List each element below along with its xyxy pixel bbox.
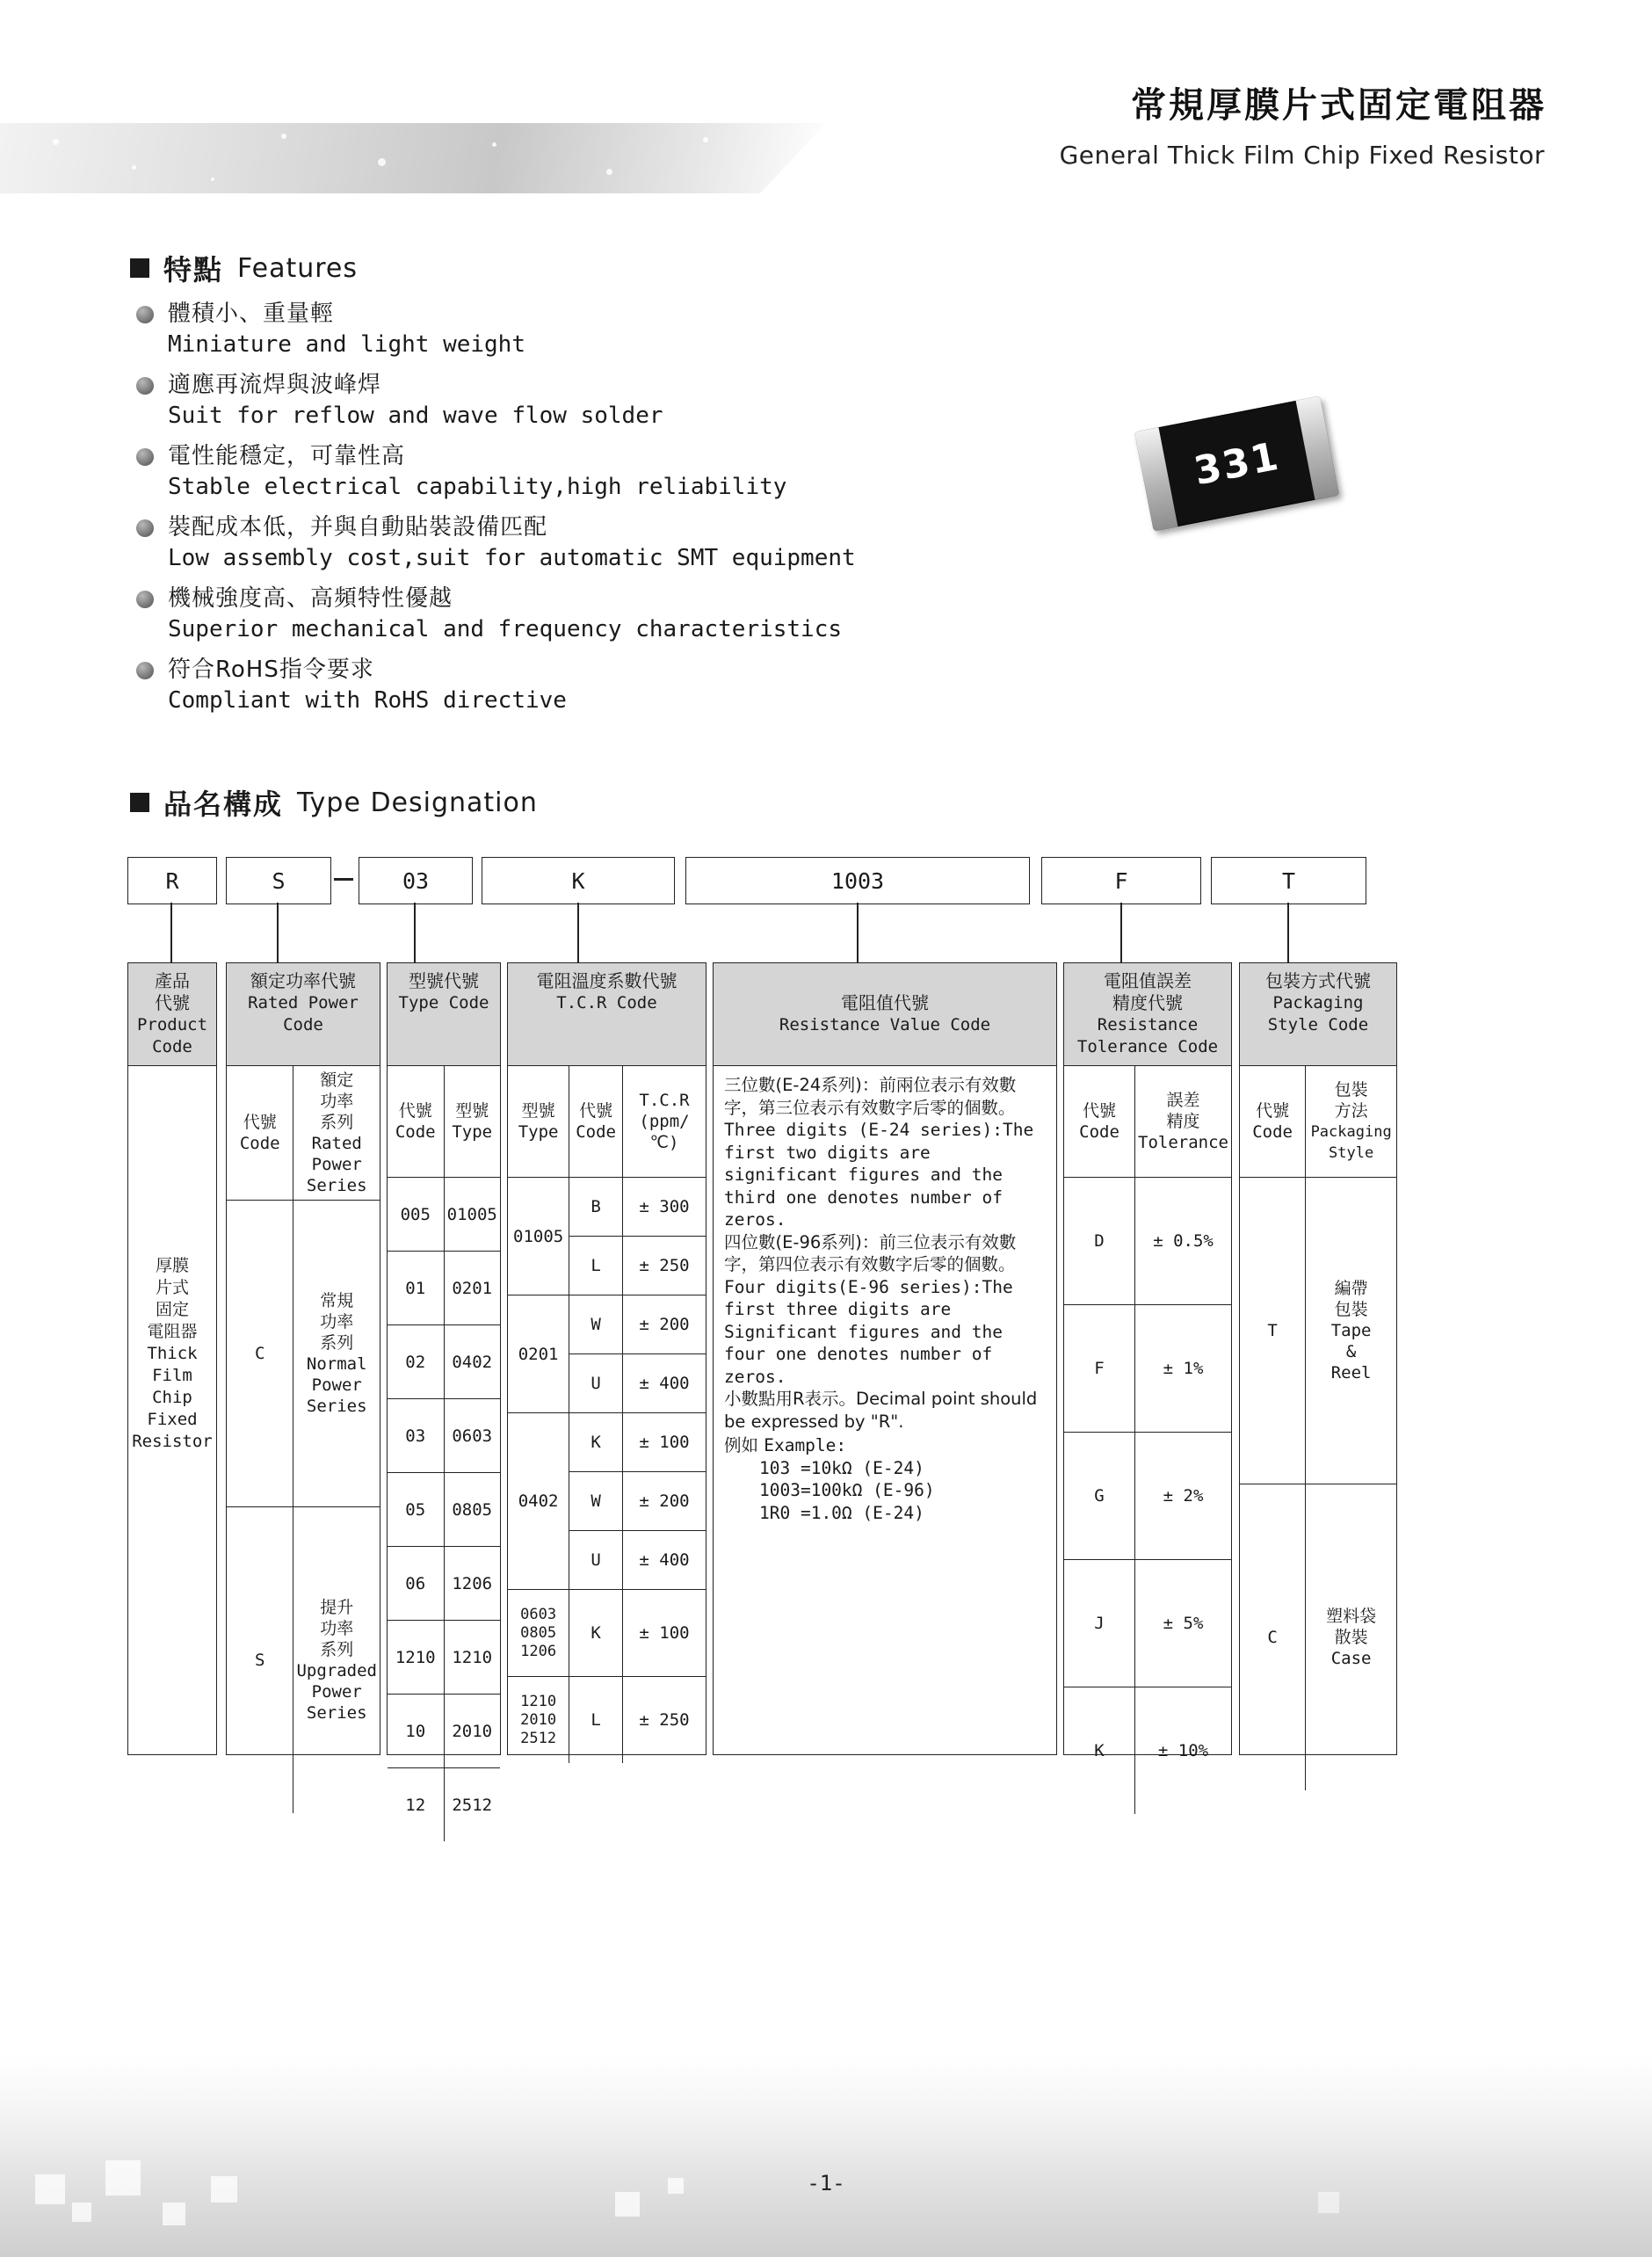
packaging-en-3: Reel (1330, 1363, 1372, 1383)
section-marker-square (130, 793, 149, 812)
packaging-table (1240, 1066, 1396, 1790)
panel-resistance-value-header (714, 963, 1056, 1066)
panel-head-zh: 型號代號 (409, 970, 479, 991)
rv-example-label (724, 1434, 1047, 1457)
tcr-table (508, 1066, 706, 1763)
product-zh-4: 電阻器 (147, 1322, 198, 1341)
feature-text-en: Compliant with RoHS directive (168, 687, 567, 714)
packaging-col1-header (1240, 1066, 1306, 1178)
rated-power-code-s: S (227, 1507, 293, 1814)
type-code-code: 03 (388, 1399, 444, 1473)
feature-text-en: Superior mechanical and frequency characteristics (168, 616, 843, 642)
table-row (388, 1621, 500, 1695)
tcr-type-line: 1206 (520, 1642, 557, 1660)
type-code-code: 1210 (388, 1621, 444, 1695)
packaging-code-c: C (1240, 1484, 1306, 1791)
tolerance-col2-header (1135, 1066, 1231, 1178)
panel-tcr-header (508, 963, 706, 1066)
series-zh-2: 功率 (320, 1619, 354, 1638)
list-item (136, 441, 856, 503)
panel-head-en: T.C.R Code (556, 993, 657, 1012)
features-section-title (130, 248, 358, 288)
product-zh-3: 固定 (155, 1300, 189, 1319)
table-header-row (1064, 1066, 1231, 1178)
tolerance-table (1064, 1066, 1231, 1814)
code-box-rated-power: S (226, 857, 331, 904)
tcr-code: K (569, 1413, 623, 1472)
tolerance-code: G (1064, 1433, 1135, 1560)
packaging-zh-1: 塑料袋 (1326, 1607, 1377, 1626)
product-en-1: Thick (147, 1344, 198, 1363)
rated-power-series-s (293, 1507, 380, 1814)
col-head-en: Code (1252, 1122, 1293, 1142)
col-head-zh-1: 誤差 (1166, 1091, 1200, 1110)
tcr-value: ± 200 (623, 1472, 706, 1531)
col-head-zh-2: 精度 (1166, 1112, 1200, 1131)
bullet-icon (136, 306, 154, 323)
panel-head-en-1: Packaging (1272, 993, 1364, 1012)
features-list (136, 299, 856, 726)
feature-text-zh: 適應再流焊與波峰焊 (168, 372, 382, 398)
table-row (388, 1325, 500, 1399)
tcr-value: ± 400 (623, 1531, 706, 1590)
tolerance-value: ± 10% (1135, 1687, 1231, 1815)
type-code-type: 2010 (444, 1695, 500, 1768)
panel-head-zh: 電阻溫度系數代號 (536, 970, 677, 991)
col-head-zh-3: 系列 (320, 1113, 354, 1132)
col-head-en-1: Rated (311, 1134, 362, 1153)
product-en-4: Fixed (147, 1410, 198, 1429)
tcr-type-line: 0805 (520, 1623, 557, 1642)
table-row (388, 1473, 500, 1547)
header-decorative-band (0, 123, 826, 193)
table-row (388, 1399, 500, 1473)
feature-text-zh: 裝配成本低，并與自動貼裝設備匹配 (168, 514, 548, 541)
rv-example-1: 103 =10kΩ (E-24) (759, 1457, 924, 1478)
separator-dash (334, 878, 353, 881)
col-head-zh: 代號 (579, 1101, 613, 1121)
feature-text-en: Miniature and light weight (168, 331, 525, 358)
series-en-3: Series (306, 1397, 367, 1416)
rated-power-col1-header (227, 1066, 293, 1201)
col-head-zh: 代號 (398, 1101, 432, 1121)
bullet-icon (136, 377, 154, 395)
tcr-type-group-1210-2010-2512 (508, 1677, 569, 1764)
panel-head-en-line2: Code (283, 1015, 323, 1034)
col-head-en: Code (576, 1122, 616, 1142)
table-row (388, 1178, 500, 1252)
table-row (1240, 1178, 1396, 1484)
type-code-type: 0805 (444, 1473, 500, 1547)
type-code-type: 1210 (444, 1621, 500, 1695)
table-row (508, 1178, 706, 1237)
section-marker-square (130, 258, 149, 278)
tcr-value: ± 100 (623, 1413, 706, 1472)
type-code-code: 005 (388, 1178, 444, 1252)
type-designation-title-en: Type Designation (297, 787, 538, 818)
series-zh-2: 功率 (320, 1312, 354, 1332)
type-designation-title-zh: 品名構成 (163, 787, 284, 821)
feature-text-zh: 電性能穩定，可靠性高 (168, 443, 406, 469)
col-head-en: Code (239, 1134, 280, 1153)
col-head-en: Type (518, 1122, 559, 1142)
tcr-type-0201: 0201 (508, 1295, 569, 1413)
table-row (1064, 1305, 1231, 1433)
connector-line (1120, 903, 1122, 962)
tolerance-value: ± 2% (1135, 1433, 1231, 1560)
panel-packaging-style-code (1239, 962, 1397, 1755)
header-band-dots (0, 123, 826, 193)
connector-line (1287, 903, 1289, 962)
bullet-icon (136, 519, 154, 537)
table-row (508, 1590, 706, 1677)
page-title-zh: 常規厚膜片式固定電阻器 (1131, 85, 1547, 126)
type-code-code: 02 (388, 1325, 444, 1399)
list-item (136, 299, 856, 360)
panel-product-code-header (128, 963, 216, 1066)
rated-power-table (227, 1066, 380, 1813)
table-row (1064, 1178, 1231, 1305)
tcr-code: W (569, 1295, 623, 1354)
col-head-zh: 型號 (455, 1101, 489, 1121)
code-box-tcr: K (482, 857, 675, 904)
panel-type-code-header (388, 963, 500, 1066)
tcr-value: ± 300 (623, 1178, 706, 1237)
panel-rated-power-code (226, 962, 380, 1755)
packaging-en-2: & (1345, 1342, 1357, 1361)
panel-product-code-body (128, 1066, 216, 1453)
panel-head-zh-line2: 代號 (155, 992, 190, 1013)
table-row (227, 1201, 380, 1507)
product-en-2: Film (152, 1366, 192, 1385)
resistance-value-body (714, 1066, 1056, 1524)
col-head-unit: (ppm/℃) (639, 1112, 690, 1152)
feature-text-zh: 機械強度高、高頻特性優越 (168, 585, 453, 612)
rv-example-label-en: Example: (764, 1435, 847, 1455)
code-boxes-row (127, 857, 1533, 903)
bullet-icon (136, 591, 154, 608)
col-head-zh-1: 額定 (320, 1070, 354, 1090)
tcr-col2-header (569, 1066, 623, 1178)
series-en-3: Series (306, 1703, 367, 1723)
feature-text-en: Low assembly cost,suit for automatic SMT equipment (168, 545, 856, 571)
page-title-en: General Thick Film Chip Fixed Resistor (1059, 141, 1545, 170)
list-item (136, 655, 856, 716)
tcr-type-01005: 01005 (508, 1178, 569, 1295)
col-head-en: Code (1079, 1122, 1119, 1142)
tcr-value: ± 250 (623, 1237, 706, 1295)
col-head-en-2: Power (311, 1155, 362, 1174)
panel-head-zh: 電阻值代號 (841, 992, 929, 1013)
packaging-zh-2: 散裝 (1334, 1628, 1368, 1647)
col-head-zh-2: 方法 (1334, 1101, 1368, 1121)
tolerance-value: ± 1% (1135, 1305, 1231, 1433)
table-row (508, 1295, 706, 1354)
type-code-type: 0402 (444, 1325, 500, 1399)
type-code-col1-header (388, 1066, 444, 1178)
product-en-5: Resistor (132, 1432, 213, 1451)
tcr-type-line: 2010 (520, 1710, 557, 1729)
tolerance-code: F (1064, 1305, 1135, 1433)
tcr-code: L (569, 1677, 623, 1764)
type-code-type: 0603 (444, 1399, 500, 1473)
chip-marking-text: 331 (1190, 433, 1284, 494)
tcr-code: K (569, 1590, 623, 1677)
col-head-en-3: Series (306, 1176, 367, 1195)
series-en-1: Upgraded (296, 1661, 377, 1680)
tcr-code: W (569, 1472, 623, 1531)
rated-power-code-c: C (227, 1201, 293, 1507)
type-code-table (388, 1066, 500, 1841)
packaging-code-t: T (1240, 1178, 1306, 1484)
panel-product-code (127, 962, 217, 1755)
rv-example-label-zh: 例如 (724, 1435, 759, 1455)
panel-head-zh: 包裝方式代號 (1265, 970, 1371, 991)
features-title-zh: 特點 (163, 253, 224, 287)
list-item (136, 370, 856, 432)
panel-head-en-1: Resistance (1097, 1015, 1199, 1034)
tcr-col3-header (623, 1066, 706, 1178)
panel-head-en: Type Code (398, 993, 489, 1012)
panel-head-en-line1: Rated Power (248, 993, 359, 1012)
rv-example-2: 1003=100kΩ (E-96) (759, 1480, 935, 1500)
connector-line (170, 903, 172, 962)
table-header-row (508, 1066, 706, 1178)
packaging-en-1: Case (1330, 1649, 1372, 1668)
table-row (388, 1252, 500, 1325)
page-footer (0, 2055, 1652, 2257)
col-head-zh: 代號 (243, 1113, 277, 1132)
connector-line (414, 903, 416, 962)
type-code-type: 01005 (444, 1178, 500, 1252)
tcr-code: B (569, 1178, 623, 1237)
packaging-style-t (1306, 1178, 1396, 1484)
code-box-product: R (127, 857, 217, 904)
table-header-row (1240, 1066, 1396, 1178)
series-zh-1: 提升 (320, 1598, 354, 1617)
tolerance-code: K (1064, 1687, 1135, 1815)
series-zh-3: 系列 (320, 1333, 354, 1353)
table-row (1064, 1687, 1231, 1815)
packaging-en-1: Tape (1330, 1321, 1372, 1340)
panel-type-code (387, 962, 501, 1815)
table-row (508, 1677, 706, 1764)
col-head-en: Tolerance (1138, 1133, 1228, 1152)
tcr-value: ± 250 (623, 1677, 706, 1764)
packaging-col2-header (1306, 1066, 1396, 1178)
series-en-2: Power (311, 1682, 362, 1702)
col-head-en: Type (452, 1122, 493, 1142)
panel-head-en-2: Tolerance Code (1076, 1037, 1219, 1056)
series-zh-1: 常規 (320, 1291, 354, 1310)
panel-head-en: Resistance Value Code (779, 1015, 991, 1034)
packaging-zh-2: 包裝 (1334, 1300, 1368, 1319)
packaging-style-c (1306, 1484, 1396, 1791)
list-item (136, 512, 856, 574)
table-row (1064, 1433, 1231, 1560)
type-code-type: 1206 (444, 1547, 500, 1621)
bullet-icon (136, 448, 154, 466)
panel-head-zh-line1: 產品 (155, 970, 190, 991)
tcr-value: ± 100 (623, 1590, 706, 1677)
series-zh-3: 系列 (320, 1640, 354, 1659)
tcr-code: U (569, 1531, 623, 1590)
connector-line (277, 903, 279, 962)
code-box-resistance-value: 1003 (685, 857, 1030, 904)
tcr-type-line: 1210 (520, 1692, 557, 1710)
panel-tolerance-header (1064, 963, 1231, 1066)
tolerance-col1-header (1064, 1066, 1135, 1178)
table-row (1064, 1560, 1231, 1687)
type-code-code: 12 (388, 1768, 444, 1842)
table-row (388, 1547, 500, 1621)
col-head-zh-1: 包裝 (1334, 1080, 1368, 1099)
connector-line (577, 903, 579, 962)
col-head-en: Packaging Style (1310, 1123, 1392, 1162)
table-row (388, 1695, 500, 1768)
features-title-en: Features (237, 252, 359, 284)
tolerance-value: ± 0.5% (1135, 1178, 1231, 1305)
col-head-label: T.C.R (639, 1091, 690, 1110)
tcr-value: ± 400 (623, 1354, 706, 1413)
type-code-code: 01 (388, 1252, 444, 1325)
series-en-1: Normal (306, 1354, 367, 1374)
type-designation-diagram (127, 857, 1533, 1815)
type-code-code: 05 (388, 1473, 444, 1547)
rated-power-col2-header (293, 1066, 380, 1201)
rv-paragraph-en-2: Four digits(E-96 series):The first three digits are Significant figures and the four one denotes number of zeros. (724, 1276, 1013, 1387)
panel-head-en-line1: Product (136, 1015, 208, 1034)
feature-text-en: Stable electrical capability,high reliability (168, 474, 787, 500)
col-head-zh: 型號 (521, 1101, 555, 1121)
tolerance-code: D (1064, 1178, 1135, 1305)
panel-tolerance-code (1063, 962, 1232, 1760)
tcr-type-line: 0603 (520, 1605, 557, 1623)
panel-tcr-code (507, 962, 706, 1755)
code-box-type: 03 (359, 857, 473, 904)
tcr-code: U (569, 1354, 623, 1413)
panel-head-zh: 額定功率代號 (250, 970, 356, 991)
page-header (0, 0, 1652, 202)
rv-paragraph-decimal: 小數點用R表示。Decimal point should be expressed by "R". (724, 1389, 1038, 1432)
table-row (227, 1507, 380, 1814)
panel-head-en-line2: Code (152, 1037, 192, 1056)
list-item (136, 584, 856, 645)
tcr-type-line: 2512 (520, 1729, 557, 1747)
panel-rated-power-header (227, 963, 380, 1066)
type-code-code: 10 (388, 1695, 444, 1768)
series-en-2: Power (311, 1375, 362, 1395)
product-zh-2: 片式 (155, 1278, 189, 1297)
table-row (1240, 1484, 1396, 1791)
panel-head-zh-1: 電阻值誤差 (1104, 970, 1192, 991)
bullet-icon (136, 662, 154, 679)
rv-paragraph-zh-1: 三位數(E-24系列)：前兩位表示有效數字，第三位表示有效數字后零的個數。 (724, 1075, 1017, 1118)
col-head-en: Code (395, 1122, 436, 1142)
product-zh-1: 厚膜 (155, 1256, 189, 1275)
table-header-row (388, 1066, 500, 1178)
code-box-packaging: T (1211, 857, 1366, 904)
chip-resistor-image (1134, 396, 1339, 532)
type-designation-section-title (130, 782, 538, 823)
panel-head-en-2: Style Code (1267, 1015, 1369, 1034)
col-head-zh: 代號 (1083, 1101, 1117, 1121)
type-code-type: 0201 (444, 1252, 500, 1325)
type-code-col2-header (444, 1066, 500, 1178)
tcr-value: ± 200 (623, 1295, 706, 1354)
tcr-type-0402: 0402 (508, 1413, 569, 1590)
tcr-code: L (569, 1237, 623, 1295)
col-head-zh: 代號 (1256, 1101, 1290, 1121)
tolerance-code: J (1064, 1560, 1135, 1687)
panel-packaging-header (1240, 963, 1396, 1066)
connector-line (857, 903, 859, 962)
rated-power-series-c (293, 1201, 380, 1507)
page-number: -1- (807, 2171, 845, 2195)
tcr-type-group-0603-0805-1206 (508, 1590, 569, 1677)
type-code-code: 06 (388, 1547, 444, 1621)
tcr-col1-header (508, 1066, 569, 1178)
rv-paragraph-en-1: Three digits (E-24 series):The first two digits are significant figures and the third one denotes number of zeros. (724, 1120, 1034, 1230)
product-en-3: Chip (152, 1388, 192, 1407)
table-row (508, 1413, 706, 1472)
panel-head-zh-2: 精度代號 (1112, 992, 1183, 1013)
feature-text-zh: 體積小、重量輕 (168, 301, 335, 327)
rv-paragraph-zh-2: 四位數(E-96系列)：前三位表示有效數字，第四位表示有效數字后零的個數。 (724, 1231, 1017, 1274)
table-row (388, 1768, 500, 1842)
rv-example-3: 1R0 =1.0Ω (E-24) (759, 1502, 924, 1523)
code-box-tolerance: F (1041, 857, 1201, 904)
col-head-zh-2: 功率 (320, 1092, 354, 1111)
panel-resistance-value-code (713, 962, 1057, 1755)
tolerance-value: ± 5% (1135, 1560, 1231, 1687)
type-code-type: 2512 (444, 1768, 500, 1842)
table-header-row (227, 1066, 380, 1201)
feature-text-en: Suit for reflow and wave flow solder (168, 403, 663, 429)
feature-text-zh: 符合RoHS指令要求 (168, 657, 374, 683)
packaging-zh-1: 編帶 (1334, 1279, 1368, 1298)
